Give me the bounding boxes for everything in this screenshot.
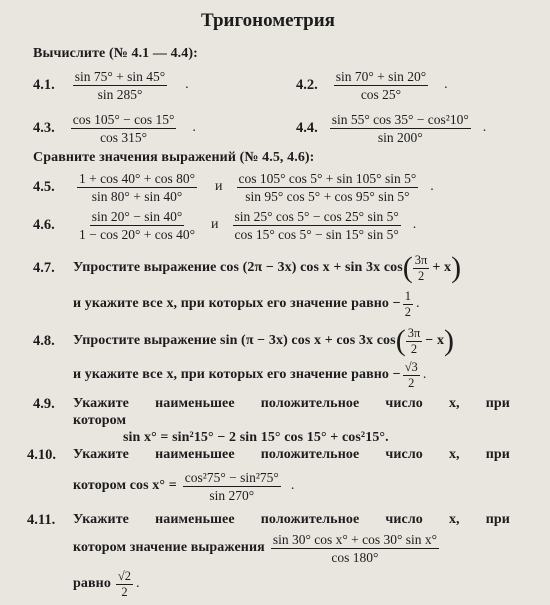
word: Укажите [73,396,129,411]
problem-4-10-line2 [73,466,294,506]
word: Укажите [73,447,129,462]
value-fraction [116,570,133,599]
fraction [413,254,430,283]
conjunction: и [211,217,219,232]
right-paren: ) [451,251,462,284]
fraction-left [77,171,197,204]
problem-4-11-line3 [73,566,140,602]
fraction [73,69,167,102]
problem-text: равно [73,576,111,591]
value-fraction [403,361,420,390]
problem-text: котором cos x° = [73,478,177,493]
problem-4-9-line1 [73,396,510,412]
denominator: sin 95° cos 5° + cos 95° sin 5° [245,188,410,204]
problem-number-4-10: 4.10. [27,447,56,463]
numerator: sin 55° cos 35° − cos²10° [331,111,469,127]
problem-number: 4.6. [33,216,55,233]
numerator: cos 105° cos 5° + sin 105° sin 5° [238,170,417,186]
problem-4-7-line2 [73,286,419,322]
numerator: √3 [404,359,418,374]
problem-number-4-11: 4.11. [27,512,56,528]
word: при [485,396,510,411]
problem-number-4-9: 4.9. [33,396,55,412]
numerator: sin 20° − sin 40° [91,208,183,224]
section-heading-compute: Вычислите (№ 4.1 — 4.4): [33,46,198,61]
problem-4-11-line2 [73,529,439,567]
problem-text: котором значение выражения [73,540,265,555]
problem-number: 4.5. [33,178,55,195]
denominator: sin 200° [377,129,423,145]
left-paren: ( [402,251,413,284]
problem-number: 4.8. [33,332,55,349]
problem-4-3 [33,108,196,148]
fraction [406,327,423,356]
denominator: 2 [408,375,415,390]
numerator: sin 25° cos 5° − cos 25° sin 5° [234,208,399,224]
denominator: 2 [410,341,418,356]
period: . [185,77,189,92]
period: . [290,478,295,493]
period: . [482,120,487,135]
section-heading-compare: Сравните значения выражений (№ 4.5, 4.6): [33,150,315,165]
word: положительное [260,396,360,411]
paren-tail: + x [432,260,452,275]
problem-number: 4.1. [33,76,55,93]
fraction-right [237,171,419,204]
numerator: cos 105° − cos 15° [72,111,175,127]
denominator: cos 180° [331,549,379,565]
period: . [412,217,417,232]
right-paren: ) [444,324,455,357]
value-fraction [403,290,413,319]
problem-4-7 [33,248,461,288]
numerator: cos²75° − sin²75° [184,469,279,485]
denominator: 2 [417,268,425,283]
fraction [271,532,439,565]
word: при [485,512,510,527]
word: число [385,396,423,411]
period: . [192,120,196,135]
word: число [385,447,423,462]
problem-number: 4.3. [33,119,55,136]
numerator: 1 + cos 40° + cos 80° [79,170,196,186]
numerator: sin 30° cos x° + cos 30° sin x° [272,531,438,547]
numerator: 1 [404,288,411,303]
denominator: 2 [121,584,128,599]
fraction [183,470,281,503]
denominator: 1 − cos 20° + cos 40° [79,226,196,242]
numerator: 3π [407,325,421,340]
denominator: sin 270° [209,487,255,503]
numerator: √2 [117,568,132,583]
problem-4-5 [33,167,434,207]
word: наименьшее [155,447,235,462]
problem-4-2 [296,65,448,105]
problem-number: 4.2. [296,76,318,93]
problem-text: Упростите выражение cos (2π − 3x) cos x + sin 3x cos [73,260,403,275]
period: . [415,296,420,311]
period: . [136,576,140,591]
fraction-right [233,209,401,242]
problem-4-8-line2 [73,357,426,393]
problem-4-1 [33,65,189,105]
problem-4-11-line1 [73,512,510,528]
word: положительное [260,512,360,527]
problem-4-9-formula: sin x° = sin²15° − 2 sin 15° cos 15° + cos²15°. [123,430,389,445]
denominator: cos 315° [100,129,148,145]
period: . [444,77,448,92]
fraction [330,112,471,145]
problem-4-6 [33,205,416,245]
numerator: 3π [414,252,428,267]
denominator: sin 285° [97,86,143,102]
problem-number: 4.7. [33,259,55,276]
numerator: sin 70° + sin 20° [335,68,427,84]
word: x, [448,396,460,411]
paren-tail: − x [425,333,445,348]
problem-text: и укажите все x, при которых его значение равно − [73,296,401,311]
problem-text: Упростите выражение sin (π − 3x) cos x + cos 3x cos [73,333,396,348]
numerator: sin 75° + sin 45° [74,68,166,84]
fraction-left [77,209,197,242]
fraction [334,69,428,102]
denominator: cos 15° cos 5° − sin 15° sin 5° [234,226,399,242]
page-title: Тригонометрия [201,10,335,31]
period: . [430,179,434,194]
problem-4-9-line2: котором [73,413,127,428]
word: наименьшее [155,396,235,411]
denominator: sin 80° + sin 40° [91,188,183,204]
word: x, [448,512,460,527]
problem-4-4 [296,108,486,148]
problem-4-10-line1 [73,447,510,463]
problem-number: 4.4. [296,119,318,136]
denominator: cos 25° [360,86,402,102]
word: число [385,512,423,527]
problem-4-8 [33,321,454,361]
word: Укажите [73,512,129,527]
word: наименьшее [155,512,235,527]
word: положительное [260,447,360,462]
fraction [71,112,177,145]
problem-text: и укажите все x, при которых его значение равно − [73,367,401,382]
word: x, [448,447,460,462]
word: при [485,447,510,462]
denominator: 2 [404,304,411,319]
period: . [422,367,427,382]
left-paren: ( [395,324,406,357]
conjunction: и [215,179,223,194]
